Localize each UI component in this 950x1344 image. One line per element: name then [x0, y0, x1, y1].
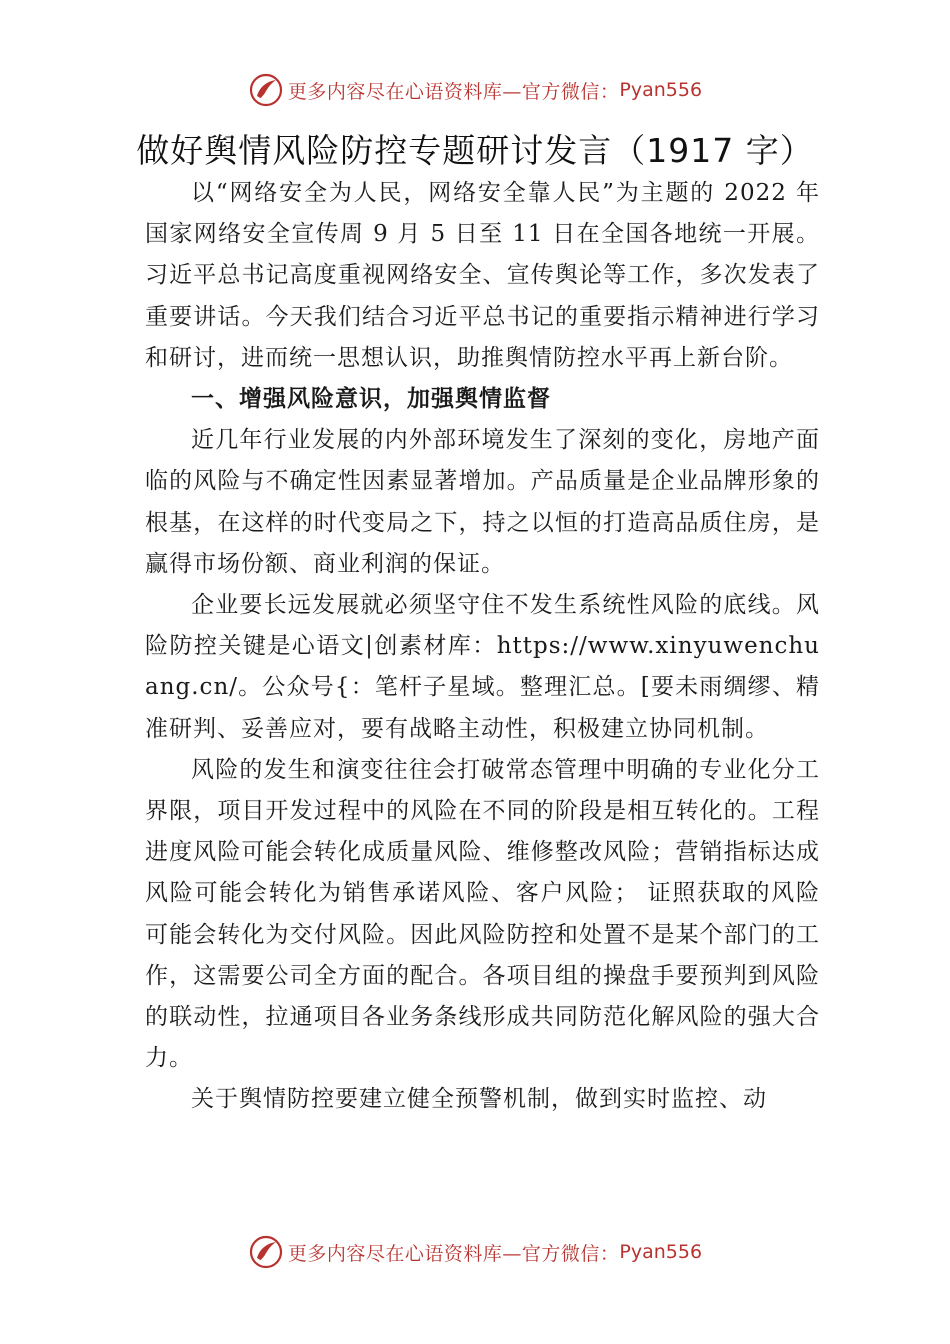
- section-heading: 一、增强风险意识，加强舆情监督: [191, 386, 551, 413]
- footer-banner: [0, 1232, 950, 1272]
- banner-text: 更多内容尽在心语资料库—官方微信：: [287, 1242, 620, 1265]
- paragraph: 以“网络安全为人民，网络安全靠人民”为主题的 2022 年国家网络安全宣传周 9 月 5 日至 11 日在全国各地统一开展。习近平总书记高度重视网络安全、宣传舆论等工作，多次发表了重要讲话。今天我们结合习近平总书记的重要指示精神进行学习和研讨，进而统一思想认识，助推舆情防控水平再上新台阶。: [145, 180, 820, 371]
- brand-logo-icon: [248, 72, 284, 108]
- paragraph: 近几年行业发展的内外部环境发生了深刻的变化，房地产面临的风险与不确定性因素显著增加。产品质量是企业品牌形象的根基，在这样的时代变局之下，持之以恒的打造高品质住房，是赢得市场份额、商业利润的保证。: [145, 427, 820, 577]
- banner-wechat-id: Pyan556: [619, 1241, 703, 1263]
- brand-logo-icon: [248, 1234, 284, 1270]
- banner-wechat-id: Pyan556: [619, 79, 703, 101]
- paragraph: 企业要长远发展就必须坚守住不发生系统性风险的底线。风险防控关键是心语文|创素材库：https://www.xinyuwenchuang.cn/。公众号{：笔杆子星域。整理汇总。[要未雨绸缪、精准研判、妥善应对，要有战略主动性，积极建立协同机制。: [145, 592, 820, 742]
- document-title: 做好舆情风险防控专题研讨发言（1917 字）: [136, 131, 814, 170]
- document-body: [145, 173, 820, 1121]
- header-banner: [0, 70, 950, 110]
- paragraph: 关于舆情防控要建立健全预警机制，做到实时监控、动: [191, 1086, 767, 1113]
- paragraph: 风险的发生和演变往往会打破常态管理中明确的专业化分工界限，项目开发过程中的风险在不同的阶段是相互转化的。工程进度风险可能会转化成质量风险、维修整改风险；营销指标达成风险可能会转化为销售承诺风险、客户风险； 证照获取的风险可能会转化为交付风险。因此风险防控和处置不是某个部门的工作，这需要公司全方面的配合。各项目组的操盘手要预判到风险的联动性，拉通项目各业务条线形成共同防范化解风险的强大合力。: [145, 756, 820, 1072]
- banner-text: 更多内容尽在心语资料库—官方微信：: [287, 80, 620, 103]
